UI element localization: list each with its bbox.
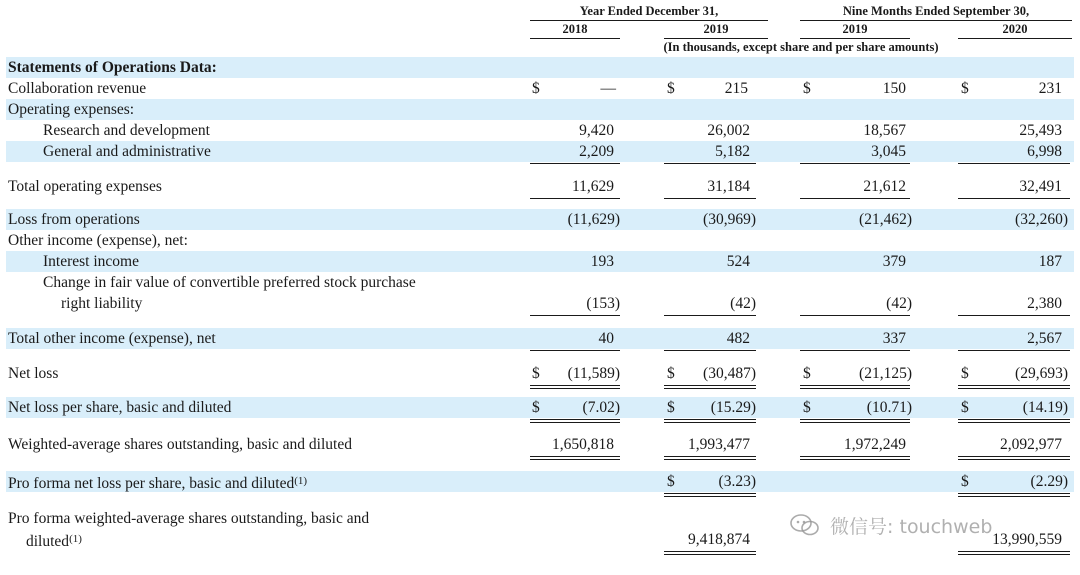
value-total-other-2019b: 337 [882, 330, 906, 347]
label-research-development: Research and development [43, 122, 210, 139]
label-total-operating-expenses: Total operating expenses [8, 178, 162, 195]
watermark-text: 微信号: touchweb [830, 516, 993, 538]
value-pfwavg-2020: 13,990,559 [992, 531, 1062, 548]
header-col-2018: 2018 [562, 22, 588, 36]
double-rule-net-loss-3 [800, 385, 910, 389]
value-loss-ops-2018: (11,629) [567, 211, 620, 228]
value-nlps-2020: (14.19) [1022, 399, 1068, 416]
rule-gna-1 [530, 163, 620, 164]
dollar-collab-1: $ [532, 80, 540, 97]
header-rule-2018 [530, 38, 620, 39]
value-net-loss-2018: (11,589) [567, 365, 620, 382]
dollar-pfnl-4: $ [961, 473, 969, 490]
rule-gna-2 [664, 163, 756, 164]
value-total-other-2020: 2,567 [1027, 330, 1062, 347]
double-rule-net-loss-2 [664, 385, 756, 389]
rule-fair-value-4 [958, 315, 1070, 316]
value-wavg-2020: 2,092,977 [1000, 436, 1062, 453]
label-interest-income: Interest income [43, 253, 139, 270]
value-total-other-2018: 40 [598, 330, 614, 347]
footnote-marker: (1) [294, 475, 308, 487]
double-rule-net-loss-4 [958, 385, 1070, 389]
rule-gna-3 [800, 163, 910, 164]
pro-forma-wavg-text: diluted [26, 533, 70, 550]
double-rule-nlps-2 [664, 419, 756, 423]
value-loss-ops-2019b: (21,462) [859, 211, 912, 228]
value-rnd-2019a: 26,002 [707, 122, 750, 139]
value-wavg-2018: 1,650,818 [552, 436, 614, 453]
rule-fair-value-2 [664, 315, 756, 316]
dollar-netloss-3: $ [803, 365, 811, 382]
rule-total-opex-1 [530, 198, 620, 199]
value-fair-value-2020: 2,380 [1027, 295, 1062, 312]
rule-total-other-2 [664, 350, 756, 351]
label-pro-forma-wavg-line2 [26, 529, 82, 552]
rule-fair-value-3 [800, 315, 910, 316]
pro-forma-net-loss-text: Pro forma net loss per share, basic and diluted [8, 475, 295, 492]
header-nine-months: Nine Months Ended September 30, [842, 4, 1030, 18]
value-loss-ops-2019a: (30,969) [703, 211, 756, 228]
wechat-icon [790, 513, 820, 542]
value-collab-2018: — [600, 80, 616, 97]
header-rule-2019a [664, 38, 768, 39]
value-collab-2019a: 215 [724, 80, 748, 97]
header-col-2019-nine: 2019 [842, 22, 868, 36]
double-rule-nlps-1 [530, 419, 620, 423]
value-gna-2020: 6,998 [1027, 143, 1062, 160]
value-nlps-2019b: (10.71) [866, 399, 912, 416]
value-interest-2019b: 379 [882, 253, 906, 270]
value-total-opex-2020: 32,491 [1019, 178, 1062, 195]
double-rule-pfwavg-2 [664, 551, 756, 555]
value-total-opex-2019a: 31,184 [707, 178, 750, 195]
rule-total-opex-4 [958, 198, 1070, 199]
label-other-income-heading: Other income (expense), net: [8, 232, 188, 249]
label-fair-value-line2: right liability [61, 295, 143, 312]
value-total-opex-2019b: 21,612 [863, 178, 906, 195]
dollar-netloss-4: $ [961, 365, 969, 382]
footnote-marker: (1) [69, 533, 82, 545]
value-fair-value-2019a: (42) [730, 295, 756, 312]
dollar-netloss-2: $ [667, 365, 675, 382]
value-net-loss-2020: (29,693) [1015, 365, 1068, 382]
header-col-2019-year: 2019 [703, 22, 729, 36]
label-fair-value-line1: Change in fair value of convertible preferred stock purchase [43, 274, 416, 291]
double-rule-pfnl-4 [958, 493, 1070, 497]
label-net-loss-per-share: Net loss per share, basic and diluted [8, 399, 232, 416]
value-gna-2019a: 5,182 [715, 143, 750, 160]
label-pro-forma-net-loss [8, 471, 307, 494]
value-pfwavg-2019a: 9,418,874 [688, 531, 750, 548]
value-fair-value-2019b: (42) [886, 295, 912, 312]
dollar-collab-3: $ [803, 80, 811, 97]
rule-total-opex-3 [800, 198, 910, 199]
value-wavg-2019b: 1,972,249 [844, 436, 906, 453]
value-nlps-2019a: (15.29) [710, 399, 756, 416]
band-opex-heading [6, 99, 1074, 120]
dollar-nlps-4: $ [961, 399, 969, 416]
label-operating-expenses: Operating expenses: [8, 101, 135, 118]
value-net-loss-2019b: (21,125) [859, 365, 912, 382]
value-pfnl-2019a: (3.23) [718, 473, 756, 490]
dollar-collab-2: $ [667, 80, 675, 97]
rule-total-opex-2 [664, 198, 756, 199]
dollar-pfnl-2: $ [667, 473, 675, 490]
value-nlps-2018: (7.02) [582, 399, 620, 416]
dollar-collab-4: $ [961, 80, 969, 97]
value-collab-2020: 231 [1038, 80, 1062, 97]
watermark [790, 512, 992, 542]
double-rule-wavg-2 [664, 456, 756, 460]
value-gna-2019b: 3,045 [871, 143, 906, 160]
double-rule-net-loss-1 [530, 385, 620, 389]
header-rule-nine [800, 20, 1072, 21]
double-rule-nlps-4 [958, 419, 1070, 423]
double-rule-pfnl-2 [664, 493, 756, 497]
label-general-administrative: General and administrative [43, 143, 211, 160]
rule-gna-4 [958, 163, 1070, 164]
value-total-other-2019a: 482 [726, 330, 750, 347]
value-rnd-2019b: 18,567 [863, 122, 906, 139]
double-rule-wavg-3 [800, 456, 910, 460]
dollar-nlps-3: $ [803, 399, 811, 416]
label-weighted-average-shares: Weighted-average shares outstanding, basic and diluted [8, 436, 352, 453]
value-rnd-2018: 9,420 [579, 122, 614, 139]
double-rule-wavg-1 [530, 456, 620, 460]
label-total-other-income: Total other income (expense), net [8, 330, 216, 347]
label-collaboration-revenue: Collaboration revenue [8, 80, 147, 97]
rule-total-other-3 [800, 350, 910, 351]
value-interest-2019a: 524 [726, 253, 750, 270]
value-gna-2018: 2,209 [579, 143, 614, 160]
dollar-nlps-2: $ [667, 399, 675, 416]
header-rule-2019b [800, 38, 910, 39]
double-rule-nlps-3 [800, 419, 910, 423]
dollar-nlps-1: $ [532, 399, 540, 416]
label-pro-forma-wavg-line1: Pro forma weighted-average shares outstanding, basic and [8, 510, 370, 527]
value-loss-ops-2020: (32,260) [1015, 211, 1068, 228]
value-rnd-2020: 25,493 [1019, 122, 1062, 139]
section-title: Statements of Operations Data: [8, 59, 217, 76]
label-net-loss: Net loss [8, 365, 59, 382]
rule-fair-value-1 [530, 315, 620, 316]
double-rule-wavg-4 [958, 456, 1070, 460]
header-rule-2020 [958, 38, 1072, 39]
rule-total-other-1 [530, 350, 620, 351]
header-rule-year [530, 20, 768, 21]
value-pfnl-2020: (2.29) [1030, 473, 1068, 490]
value-interest-2020: 187 [1038, 253, 1062, 270]
dollar-netloss-1: $ [532, 365, 540, 382]
value-collab-2019b: 150 [882, 80, 906, 97]
header-col-2020: 2020 [1002, 22, 1028, 36]
value-fair-value-2018: (153) [586, 295, 620, 312]
value-net-loss-2019a: (30,487) [703, 365, 756, 382]
value-wavg-2019a: 1,993,477 [688, 436, 750, 453]
rule-total-other-4 [958, 350, 1070, 351]
units-note: (In thousands, except share and per share amounts) [663, 40, 939, 54]
double-rule-pfwavg-4 [958, 551, 1070, 555]
value-total-opex-2018: 11,629 [571, 178, 614, 195]
value-interest-2018: 193 [590, 253, 614, 270]
label-loss-from-operations: Loss from operations [8, 211, 140, 228]
header-year-ended: Year Ended December 31, [579, 4, 719, 18]
